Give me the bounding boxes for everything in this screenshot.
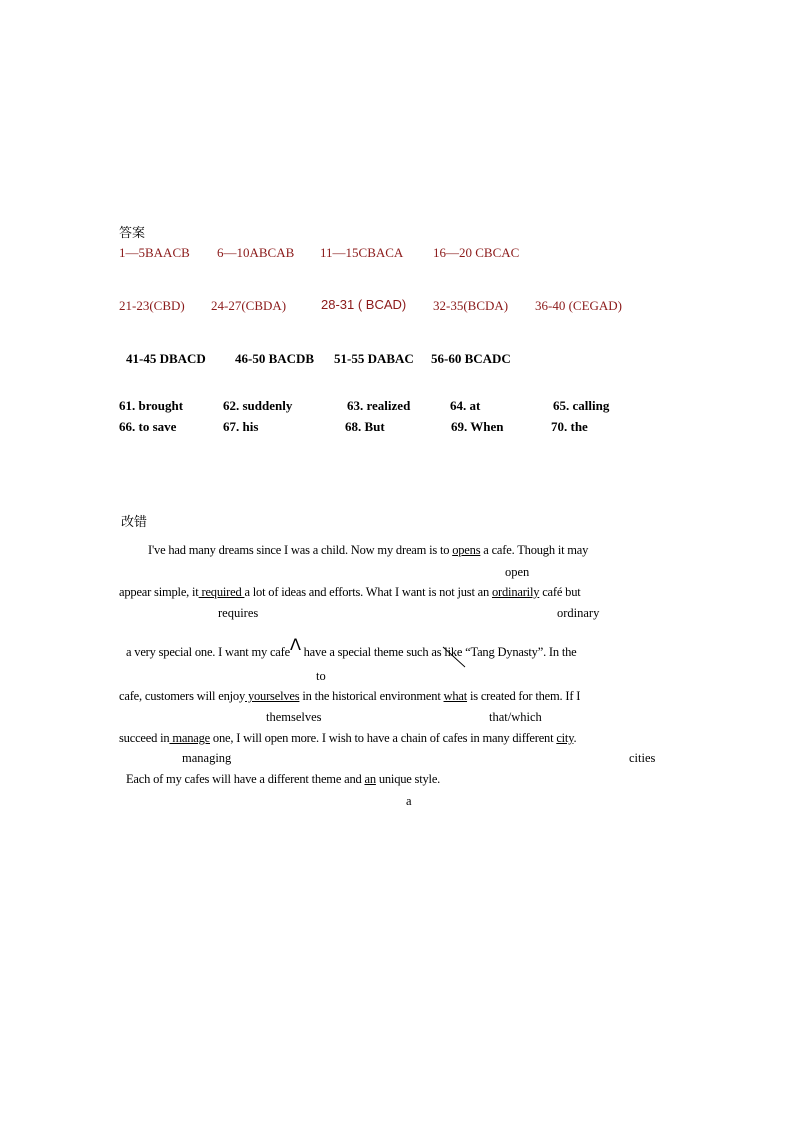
cloze-answer-70: 70. the [551, 419, 588, 434]
cloze-answer-68: 68. But [345, 419, 385, 434]
choice-answer-1-5: 1—5BAACB [119, 245, 190, 260]
essay-text: have a special theme such as [300, 645, 445, 659]
error-word-what: what [443, 689, 468, 703]
choice-answer-28-31: 28-31 ( BCAD) [321, 297, 407, 312]
essay-text: a cafe. Though it may [480, 543, 589, 557]
insertion-caret-icon: Λ [289, 635, 301, 654]
cloze-answer-67: 67. his [223, 419, 259, 434]
choice-answer-16-20: 16—20 CBCAC [433, 245, 520, 260]
choice-answer-41-45: 41-45 DBACD [126, 351, 206, 366]
essay-text: I've had many dreams since I was a child. Now my dream is to [148, 543, 453, 557]
correction-themselves: themselves [266, 710, 322, 724]
correction-a: a [406, 794, 412, 808]
essay-text: a lot of ideas and efforts. What I want is not just an [244, 585, 492, 599]
essay-text: Each of my cafes will have a different theme and [126, 772, 365, 786]
essay-line-3 [126, 635, 577, 660]
choice-answer-56-60: 56-60 BCADC [431, 351, 511, 366]
error-word-city: city [556, 731, 574, 745]
error-word-required: required [198, 585, 245, 599]
choice-answer-11-15: 11—15CBACA [320, 245, 404, 260]
essay-text: “Tang Dynasty”. In the [462, 645, 577, 659]
cloze-answer-69: 69. When [451, 419, 504, 434]
correction-open: open [505, 565, 530, 579]
correction-that-which: that/which [489, 710, 542, 724]
correction-ordinary: ordinary [557, 606, 600, 620]
cloze-answer-65: 65. calling [553, 398, 610, 413]
essay-text: unique style. [375, 772, 441, 786]
essay-text: appear simple, it [119, 585, 199, 599]
choice-answer-46-50: 46-50 BACDB [235, 351, 315, 366]
choice-answer-36-40: 36-40 (CEGAD) [535, 298, 623, 313]
essay-text: in the historical environment [299, 689, 444, 703]
correction-heading: 改错 [121, 515, 148, 530]
essay-text: cafe, customers will enjoy [119, 689, 246, 703]
cloze-answer-66: 66. to save [119, 419, 177, 434]
error-word-ordinarily: ordinarily [491, 585, 540, 599]
essay-line-1 [148, 543, 588, 558]
error-word-opens: opens [452, 543, 481, 557]
essay-text: . [573, 731, 577, 745]
correction-to: to [316, 669, 326, 683]
essay-line-2 [119, 585, 581, 600]
choice-answer-32-35: 32-35(BCDA) [433, 298, 509, 313]
deleted-word-like: like [444, 645, 462, 659]
essay-text: succeed in [119, 731, 170, 745]
delete-slash-icon [442, 646, 466, 668]
essay-text: café but [539, 585, 581, 599]
choice-answer-21-23: 21-23(CBD) [119, 298, 185, 313]
essay-line-6 [126, 772, 440, 787]
error-word-manage: manage [169, 731, 210, 745]
cloze-answer-61: 61. brought [119, 398, 184, 413]
essay-text: a very special one. I want my cafe [126, 645, 290, 659]
correction-cities: cities [629, 751, 656, 765]
correction-requires: requires [218, 606, 259, 620]
correction-managing: managing [182, 751, 232, 765]
choice-answer-6-10: 6—10ABCAB [217, 245, 295, 260]
error-word-yourselves: yourselves [245, 689, 300, 703]
cloze-answer-63: 63. realized [347, 398, 411, 413]
essay-text: is created for them. If I [467, 689, 581, 703]
choice-answer-24-27: 24-27(CBDA) [211, 298, 287, 313]
cloze-answer-62: 62. suddenly [223, 398, 293, 413]
cloze-answer-64: 64. at [450, 398, 481, 413]
error-word-an: an [364, 772, 376, 786]
essay-line-5 [119, 731, 576, 746]
answer-heading: 答案 [119, 226, 146, 241]
choice-answer-51-55: 51-55 DABAC [334, 351, 414, 366]
essay-text: one, I will open more. I wish to have a chain of cafes in many different [210, 731, 557, 745]
essay-line-4 [119, 689, 580, 704]
